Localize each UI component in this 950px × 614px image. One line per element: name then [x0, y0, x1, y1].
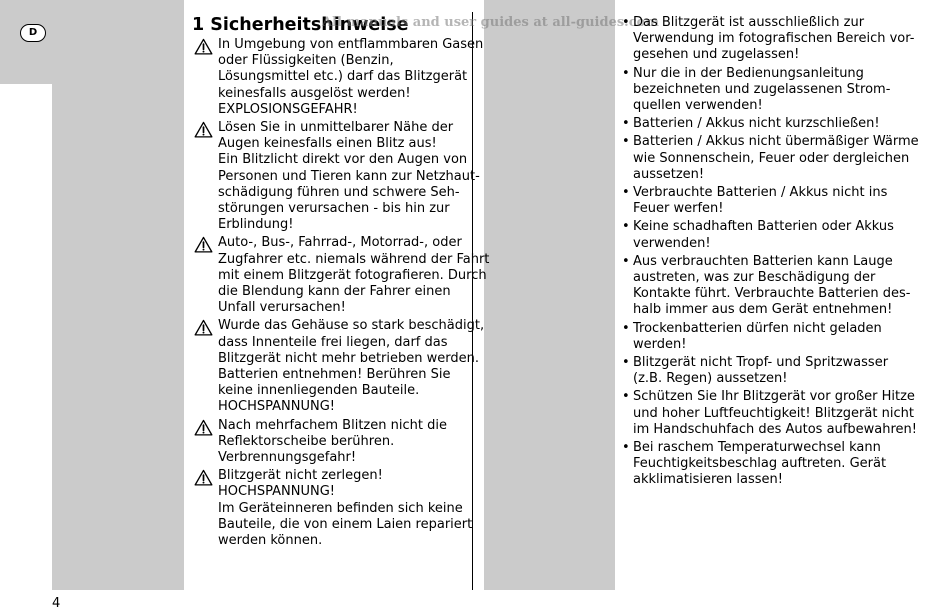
warning-line: Erblindung! [218, 217, 294, 233]
warning-line: Batterien entnehmen! Berühren Sie [218, 367, 451, 383]
watermark: All manuals and user guides at all-guides.com [322, 15, 660, 30]
warning-line: Bauteile, die von einem Laien repariert [218, 516, 473, 532]
rule-line: Das Blitzgerät ist ausschließlich zur [633, 15, 865, 30]
warning-line: HOCHSPANNUNG! [218, 484, 335, 500]
warning-text [218, 318, 485, 415]
warning-line: Im Geräteinneren befinden sich keine [218, 500, 463, 516]
rule-line: akklimatisieren lassen! [633, 472, 783, 488]
rule-line: Feuer werfen! [633, 201, 724, 217]
safety-rule-item [622, 134, 944, 183]
warning-line: In Umgebung von entflammbaren Gasen [218, 37, 484, 52]
warning-list [194, 37, 490, 551]
safety-rule-item [622, 185, 944, 217]
rule-line: Verbrauchte Batterien / Akkus nicht ins [633, 185, 888, 201]
safety-rule-item [622, 321, 944, 353]
warning-line: mit einem Blitzgerät fotografieren. Durch [218, 267, 487, 283]
warning-line: Personen und Tieren kann zur Netzhaut- [218, 168, 480, 184]
rule-line: Bei raschem Temperaturwechsel kann [633, 440, 881, 456]
safety-rule-item [622, 15, 944, 64]
warning-triangle-icon [194, 236, 213, 253]
rule-line: wie Sonnenschein, Feuer oder dergleichen [633, 150, 910, 166]
warning-line: dass Innenteile frei liegen, darf das [218, 334, 448, 350]
safety-rule-item [622, 116, 944, 132]
rule-line: halb immer aus dem Gerät entnehmen! [633, 302, 893, 318]
warning-line: EXPLOSIONSGEFAHR! [218, 101, 358, 117]
warning-line: werden können. [218, 533, 323, 549]
warning-item [194, 318, 485, 415]
rule-line: Batterien / Akkus nicht kurzschließen! [633, 116, 880, 132]
rule-line: im Handschuhfach des Autos aufbewahren! [633, 421, 917, 437]
warning-line: Reflektorscheibe berühren. [218, 433, 395, 449]
page-number: 4 [52, 596, 61, 611]
column-divider [472, 12, 473, 590]
safety-rule-item [622, 254, 944, 319]
warning-line: Lösungsmittel etc.) darf das Blitzgerät [218, 69, 468, 85]
rule-line: Blitzgerät nicht Tropf- und Spritzwasser [633, 355, 889, 371]
warning-item [194, 418, 469, 467]
warning-line: Wurde das Gehäuse so stark beschädigt, [218, 318, 485, 334]
rule-line: Verwendung im fotografischen Bereich vor- [633, 31, 915, 47]
language-badge: D [20, 24, 46, 42]
language-tab [0, 0, 52, 84]
warning-item [194, 37, 484, 118]
warning-line: schädigung führen und schwere Seh- [218, 184, 460, 200]
rule-line: Nur die in der Bedienungsanleitung [633, 65, 864, 81]
warning-triangle-icon [194, 38, 213, 55]
warning-item [194, 120, 480, 233]
rule-line: bezeichneten und zugelassenen Strom- [633, 81, 891, 97]
warning-line: keine innenliegenden Bauteile. [218, 383, 420, 399]
warning-triangle-icon [194, 121, 213, 138]
warning-line: störungen verursachen - bis hin zur [218, 201, 450, 217]
rule-line: Schützen Sie Ihr Blitzgerät vor großer Hitze [633, 389, 915, 405]
rule-line: Keine schadhaften Batterien oder Akkus [633, 219, 894, 235]
rule-line: Batterien / Akkus nicht übermäßiger Wärme [633, 134, 919, 150]
warning-line: Lösen Sie in unmittelbarer Nähe der [218, 120, 454, 136]
warning-triangle-icon [194, 469, 213, 486]
rule-line: werden! [633, 336, 687, 352]
rule-line: (z.B. Regen) aussetzen! [633, 371, 788, 387]
warning-text [218, 120, 480, 233]
rule-line: Aus verbrauchten Batterien kann Lauge [633, 253, 893, 269]
rule-line: verwenden! [633, 235, 711, 251]
warning-triangle-icon [194, 319, 213, 336]
warning-text [218, 418, 469, 467]
warning-item [194, 235, 490, 316]
safety-rule-list [622, 15, 944, 491]
safety-rule-item [622, 219, 944, 251]
warning-line: keinesfalls ausgelöst werden! [218, 85, 411, 101]
warning-text [218, 235, 490, 316]
rule-line: gesehen und zugelassen! [633, 47, 800, 63]
warning-line: Verbrennungsgefahr! [218, 450, 357, 466]
middle-margin-band [484, 0, 615, 590]
rule-line: aussetzen! [633, 166, 705, 182]
warning-line: HOCHSPANNUNG! [218, 399, 335, 415]
warning-line: Nach mehrfachem Blitzen nicht die [218, 417, 447, 433]
safety-rule-item [622, 355, 944, 387]
warning-triangle-icon [194, 419, 213, 436]
rule-line: quellen verwenden! [633, 98, 763, 114]
section-title: 1 Sicherheitshinweise [192, 15, 409, 35]
warning-text [218, 468, 473, 549]
rule-line: Trockenbatterien dürfen nicht geladen [633, 320, 882, 336]
warning-line: die Blendung kann der Fahrer einen [218, 284, 451, 300]
left-margin-band [52, 0, 184, 590]
warning-line: Unfall verursachen! [218, 300, 346, 316]
warning-line: Augen keinesfalls einen Blitz aus! [218, 136, 437, 152]
safety-rule-item [622, 440, 944, 489]
rule-line: Kontakte führt. Verbrauchte Batterien des- [633, 286, 911, 302]
rule-line: austreten, was zur Beschädigung der [633, 270, 876, 286]
safety-rule-item [622, 389, 944, 438]
safety-rule-item [622, 66, 944, 115]
warning-text [218, 37, 484, 118]
warning-line: oder Flüssigkeiten (Benzin, [218, 53, 394, 69]
warning-line: Zugfahrer etc. niemals während der Fahrt [218, 251, 490, 267]
warning-line: Blitzgerät nicht mehr betrieben werden. [218, 350, 479, 366]
warning-line: Auto-, Bus-, Fahrrad-, Motorrad-, oder [218, 235, 462, 251]
rule-line: und hoher Luftfeuchtigkeit! Blitzgerät nicht [633, 405, 914, 421]
rule-line: Feuchtigkeitsbeschlag auftreten. Gerät [633, 456, 887, 472]
warning-line: Blitzgerät nicht zerlegen! [218, 468, 383, 484]
warning-item [194, 468, 473, 549]
warning-line: Ein Blitzlicht direkt vor den Augen von [218, 152, 468, 168]
